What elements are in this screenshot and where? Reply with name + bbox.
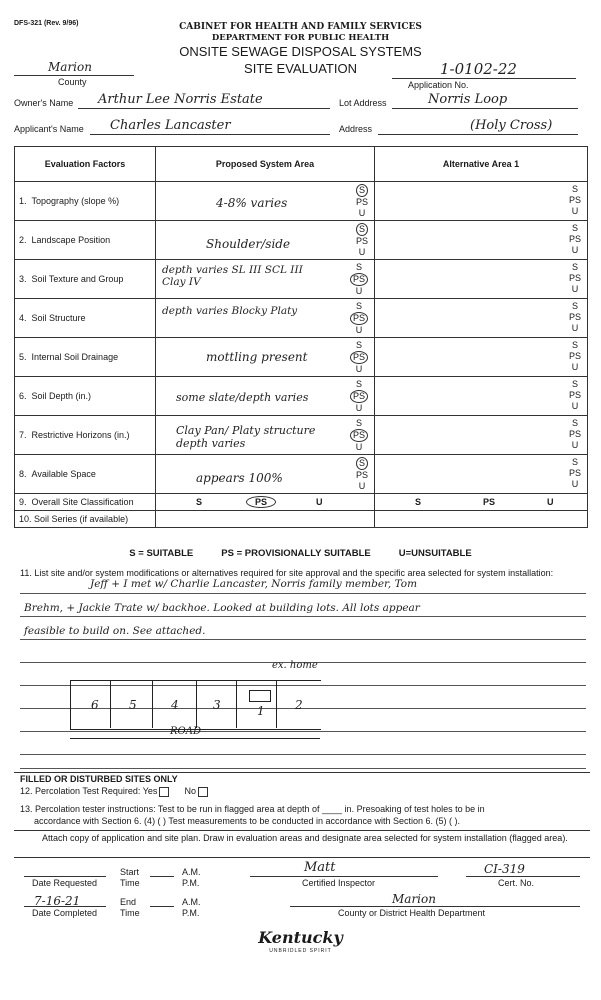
- owner-label: Owner's Name: [14, 98, 74, 108]
- factor-label: Soil Series (if available): [34, 514, 129, 524]
- table-row: 5. Internal Soil Drainage mottling present S PS U S PS U: [15, 338, 588, 377]
- lot-label: 3: [213, 698, 221, 712]
- pm-label: P.M.: [182, 878, 200, 888]
- proposed-value[interactable]: depth varies Blocky Platy: [162, 305, 298, 317]
- factor-label: Soil Texture and Group: [31, 274, 124, 284]
- applicant-value[interactable]: Charles Lancaster: [110, 118, 231, 133]
- alt-rating-choices: S PS U: [568, 184, 581, 216]
- proposed-value[interactable]: depth varies SL III SCL III Clay IV: [162, 264, 303, 288]
- factor-label: Soil Depth (in.): [31, 391, 92, 401]
- item11-instruction: 11. List site and/or system modifications or alternatives required for site approval and the specific area selected for system installation:: [20, 568, 554, 578]
- application-number-value[interactable]: 1-0102-22: [440, 60, 517, 78]
- table-row: 1. Topography (slope %) 4-8% varies S PS U S PS U: [15, 182, 588, 221]
- time-label: Time: [120, 908, 140, 918]
- cert-number-value[interactable]: CI-319: [484, 862, 525, 876]
- inspector-signature[interactable]: Matt: [304, 860, 336, 875]
- sketch-note: ex. home: [272, 660, 318, 671]
- kentucky-tagline: UNBRIDLED SPIRIT: [269, 948, 332, 954]
- proposed-value[interactable]: mottling present: [206, 350, 308, 364]
- lot-address-label: Lot Address: [339, 98, 387, 108]
- health-department-label: County or District Health Department: [338, 908, 486, 918]
- col-alternative-area: Alternative Area 1: [375, 147, 588, 182]
- am-label: A.M.: [182, 897, 201, 907]
- kentucky-logo: Kentucky: [258, 928, 343, 947]
- table-row: 2. Landscape Position Shoulder/side S PS U S PS U: [15, 221, 588, 260]
- proposed-value[interactable]: Shoulder/side: [206, 237, 291, 251]
- application-number-label: Application No.: [408, 80, 469, 90]
- col-proposed-area: Proposed System Area: [156, 147, 375, 182]
- factor-label: Soil Structure: [31, 313, 86, 323]
- proposed-value[interactable]: Clay Pan/ Platy structure depth varies: [176, 424, 316, 450]
- pm-label: P.M.: [182, 908, 200, 918]
- date-requested-label: Date Requested: [32, 878, 98, 888]
- lot-label: 5: [129, 698, 137, 712]
- address-value[interactable]: (Holy Cross): [470, 118, 553, 133]
- address-label: Address: [339, 124, 373, 134]
- factor-label: Overall Site Classification: [31, 497, 134, 507]
- health-department-value[interactable]: Marion: [392, 892, 436, 906]
- road-label: ROAD: [170, 726, 201, 737]
- item11-line1[interactable]: Jeff + I met w/ Charlie Lancaster, Norris family member, Tom: [90, 578, 418, 590]
- attach-instructions: Attach copy of application and site plan. Draw in evaluation areas and designate area selected for system installation (flagged area).: [42, 833, 568, 843]
- proposed-value[interactable]: 4-8% varies: [216, 196, 288, 210]
- item11-line2[interactable]: Brehm, + Jackie Trate w/ backhoe. Looked at building lots. All lots appear: [24, 602, 420, 614]
- lot-label: 4: [171, 698, 179, 712]
- lot-label: 2: [295, 698, 303, 712]
- county-value[interactable]: Marion: [48, 60, 92, 74]
- no-checkbox[interactable]: [198, 787, 208, 797]
- table-row-overall: 9. Overall Site Classification S PS U S PS U: [15, 494, 588, 511]
- rating-legend: S = SUITABLE PS = PROVISIONALLY SUITABLE U=UNSUITABLE: [129, 548, 472, 559]
- header-cabinet: CABINET FOR HEALTH AND FAMILY SERVICES: [179, 22, 422, 32]
- factor-label: Internal Soil Drainage: [31, 352, 119, 362]
- lot-label: 6: [91, 698, 99, 712]
- factor-label: Landscape Position: [31, 235, 111, 245]
- cert-number-label: Cert. No.: [498, 878, 535, 888]
- inspector-label: Certified Inspector: [302, 878, 376, 888]
- county-label: County: [58, 77, 87, 87]
- date-completed-label: Date Completed: [32, 908, 98, 918]
- item11-line3[interactable]: feasible to build on. See attached.: [24, 625, 206, 637]
- title-site-evaluation: SITE EVALUATION: [244, 61, 357, 76]
- factor-label: Topography (slope %): [31, 196, 120, 206]
- date-completed-value[interactable]: 7-16-21: [34, 894, 81, 908]
- end-label: End: [120, 897, 137, 907]
- applicant-label: Applicant's Name: [14, 124, 84, 134]
- lot-address-value[interactable]: Norris Loop: [428, 92, 508, 107]
- form-id: DFS-321 (Rev. 9/96): [14, 20, 79, 27]
- rating-choices: S PS U: [355, 185, 368, 218]
- factor-label: Available Space: [31, 469, 96, 479]
- title-onsite: ONSITE SEWAGE DISPOSAL SYSTEMS: [179, 44, 422, 59]
- table-row: 8. Available Space appears 100% S PS U S PS U: [15, 455, 588, 494]
- filled-sites-heading: FILLED OR DISTURBED SITES ONLY: [20, 774, 178, 784]
- perc-test-question: 12. Percolation Test Required: Yes No: [20, 786, 208, 797]
- site-sketch: [70, 680, 320, 748]
- evaluation-table: [14, 146, 588, 528]
- am-label: A.M.: [182, 867, 201, 877]
- header-department: DEPARTMENT FOR PUBLIC HEALTH: [211, 33, 390, 43]
- factor-label: Restrictive Horizons (in.): [31, 430, 130, 440]
- owner-value[interactable]: Arthur Lee Norris Estate: [98, 92, 263, 107]
- yes-checkbox[interactable]: [159, 787, 169, 797]
- table-row: 6. Soil Depth (in.) some slate/depth varies S PS U S PS U: [15, 377, 588, 416]
- proposed-value[interactable]: some slate/depth varies: [176, 391, 309, 404]
- perc-tester-instructions: 13. Percolation tester instructions: Test to be run in flagged area at depth of ____ in. Presoaking of test holes to be in accordance with Section 6. (4) ( ) Test measurements to be conducted in accordance with Section 6. (5) ( ).: [20, 804, 485, 826]
- table-row: 3. Soil Texture and Group depth varies SL III SCL III Clay IV S PS U S PS U: [15, 260, 588, 299]
- start-label: Start: [120, 867, 140, 877]
- col-evaluation-factors: Evaluation Factors: [15, 147, 156, 182]
- lot-label: 1: [257, 704, 265, 718]
- table-row: 7. Restrictive Horizons (in.) Clay Pan/ Platy structure depth varies S PS U S PS U: [15, 416, 588, 455]
- time-label: Time: [120, 878, 140, 888]
- table-row: 4. Soil Structure depth varies Blocky Platy S PS U S PS U: [15, 299, 588, 338]
- table-row-soil-series: 10. Soil Series (if available): [15, 511, 588, 528]
- proposed-value[interactable]: appears 100%: [196, 471, 283, 485]
